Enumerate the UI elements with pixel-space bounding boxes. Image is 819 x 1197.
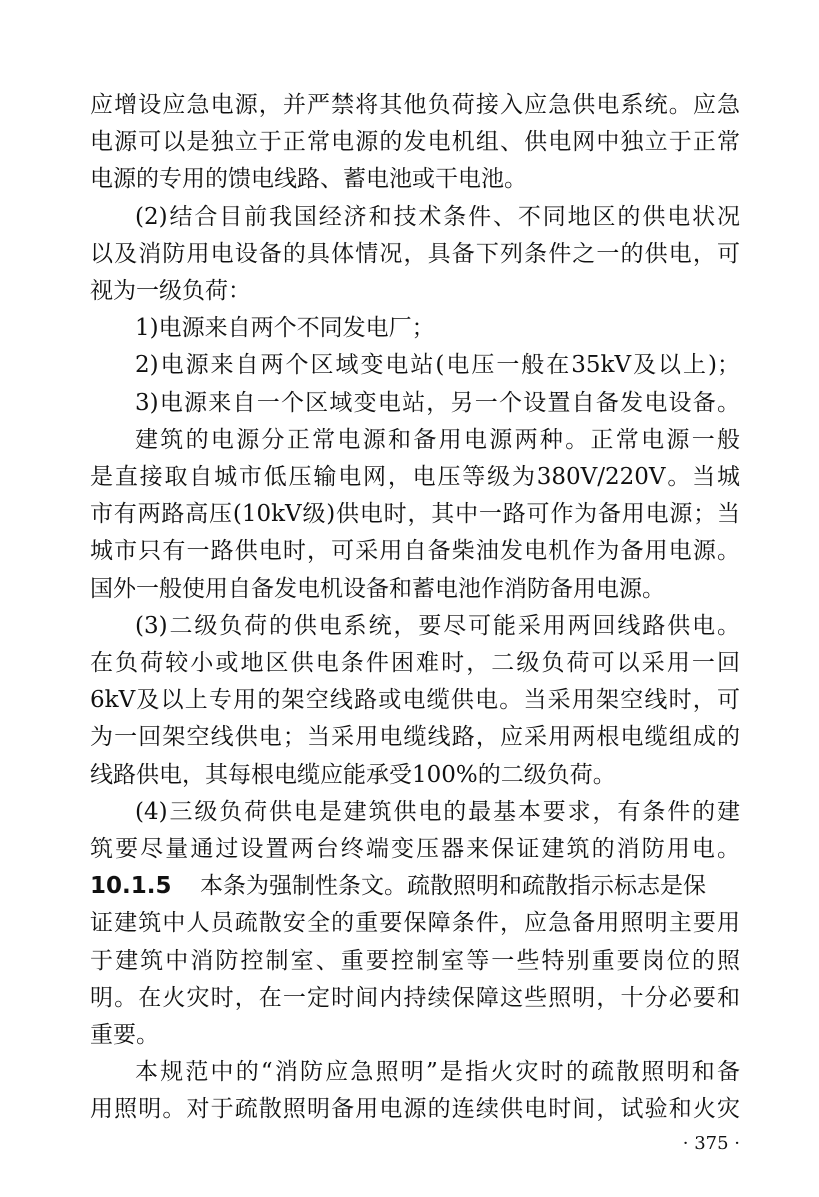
text-line: 以及消防用电设备的具体情况，具备下列条件之一的供电，可 — [90, 240, 740, 267]
text-line: 线路供电，其每根电缆应能承受100%的二级负荷。 — [90, 761, 616, 788]
page-number: · 375 · — [682, 1132, 740, 1154]
text-line: 6kV及以上专用的架空线路或电缆供电。当采用架空线时，可 — [90, 687, 740, 714]
text-line: (4)三级负荷供电是建筑供电的最基本要求，有条件的建 — [135, 798, 740, 825]
text-line: 在负荷较小或地区供电条件困难时，二级负荷可以采用一回 — [90, 650, 740, 676]
text-line: 应增设应急电源，并严禁将其他负荷接入应急供电系统。应急 — [90, 92, 740, 118]
text-line: 电源可以是独立于正常电源的发电机组、供电网中独立于正常 — [90, 129, 740, 156]
clause-number: 10.1.5 — [90, 873, 172, 900]
text-line: 明。在火灾时，在一定时间内持续保障这些照明，十分必要和 — [90, 984, 740, 1011]
text-line: 电源的专用的馈电线路、蓄电池或干电池。 — [90, 166, 527, 193]
text-line: 城市只有一路供电时，可采用自备柴油发电机作为备用电源。 — [90, 538, 740, 565]
text-line: 建筑的电源分正常电源和备用电源两种。正常电源一般 — [135, 426, 740, 453]
text-line: 证建筑中人员疏散安全的重要保障条件，应急备用照明主要用 — [90, 910, 740, 937]
text-line: 于建筑中消防控制室、重要控制室等一些特别重要岗位的照 — [90, 947, 740, 974]
text-line: 本条为强制性条文。疏散照明和疏散指示标志是保 — [200, 873, 706, 900]
list-item: 1)电源来自两个不同发电厂； — [135, 315, 435, 342]
text-line: (3)二级负荷的供电系统，要尽可能采用两回线路供电。 — [135, 612, 740, 639]
text-line: 是直接取自城市低压输电网，电压等级为380V/220V。当城 — [90, 464, 740, 490]
clause-heading-line — [90, 869, 740, 903]
text-line: 视为一级负荷： — [90, 278, 251, 304]
text-line: 本规范中的“消防应急照明”是指火灾时的疏散照明和备 — [135, 1059, 740, 1086]
text-line: 用照明。对于疏散照明备用电源的连续供电时间，试验和火灾 — [90, 1096, 740, 1123]
text-line: 筑要尽量通过设置两台终端变压器来保证建筑的消防用电。 — [90, 836, 740, 862]
text-line: (2)结合目前我国经济和技术条件、不同地区的供电状况 — [135, 203, 740, 230]
list-item: 3)电源来自一个区域变电站，另一个设置自备发电设备。 — [135, 389, 740, 416]
text-line: 国外一般使用自备发电机设备和蓄电池作消防备用电源。 — [90, 575, 665, 602]
text-line: 市有两路高压(10kV级)供电时，其中一路可作为备用电源；当 — [90, 501, 740, 528]
list-item: 2)电源来自两个区域变电站(电压一般在35kV及以上)； — [135, 352, 740, 379]
text-line: 为一回架空线供电；当采用电缆线路，应采用两根电缆组成的 — [90, 724, 740, 751]
text-line: 重要。 — [90, 1022, 159, 1048]
